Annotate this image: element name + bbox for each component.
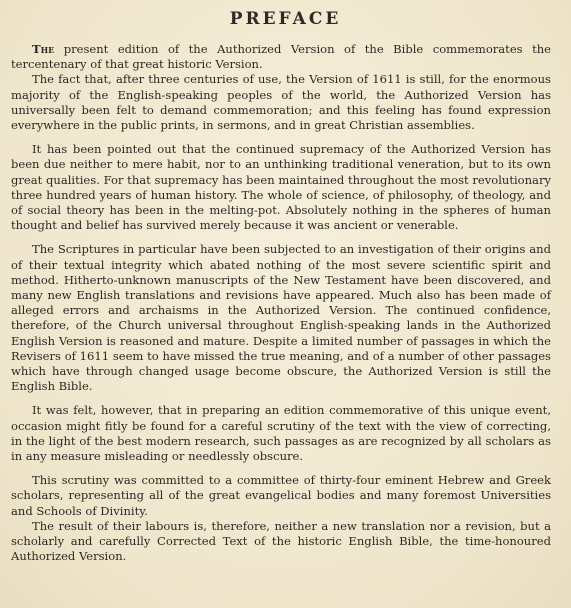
- paragraph-2: The fact that, after three centuries of use, the Version of 1611 is still, for the enormous majority of the English-speaking peoples of the world, the Authorized Version has universally been felt to demand commemoration; and this feeling has found expression everywhere in the public prints, in sermons, and in great Christian assemblies.: [11, 72, 551, 133]
- paragraph-1: [11, 42, 551, 72]
- paragraph-7: The result of their labours is, therefore, neither a new translation nor a revision, but a scholarly and carefully Corrected Text of the historic English Bible, the time-honoured Authorized Version.: [11, 518, 551, 564]
- paragraph-3: It has been pointed out that the continued supremacy of the Authorized Version has been due neither to mere habit, nor to an unthinking traditional veneration, but to its own great qualities. For that supremacy has been maintained throughout the most revolutionary three hundred years of human history. The whole of science, of philosophy, of theology, and of social theory has been in the melting-pot. Absolutely nothing in the spheres of human thought and belief has survived merely because it was ancient or venerable.: [11, 142, 551, 233]
- paragraph-lead-word: The: [32, 42, 55, 56]
- paragraph-4: The Scriptures in particular have been subjected to an investigation of their origins and of their textual integrity which abated nothing of the most severe scientific spirit and method. Hitherto-unknown manuscripts of the New Testament have been discovered, and many new English translations and revisions have appeared. Much also has been made of alleged errors and archaisms in the Authorized Version. The continued confidence, therefore, of the Church universal throughout English-speaking lands in the Authorized English Version is reasoned and mature. Despite a limited number of passages in which the Revisers of 1611 seem to have missed the true meaning, and of a number of other passages which have through changed usage become obscure, the Authorized Version is still the English Bible.: [11, 242, 551, 394]
- paragraph-6: This scrutiny was committed to a committee of thirty-four eminent Hebrew and Greek scholars, representing all of the great evangelical bodies and many foremost Universities and Schools of Divinity.: [11, 473, 551, 518]
- paragraph-5: It was felt, however, that in preparing an edition commemorative of this unique event, occasion might fitly be found for a careful scrutiny of the text with the view of correcting, in the light of the best modern research, such passages as are recognized by all scholars as in any measure misleading or needlessly obscure.: [11, 403, 551, 464]
- preface-body: [11, 42, 551, 565]
- paragraph-1-text: present edition of the Authorized Version of the Bible commemorates the tercentenary of that great historic Version.: [11, 42, 551, 72]
- page-title: PREFACE: [229, 9, 342, 29]
